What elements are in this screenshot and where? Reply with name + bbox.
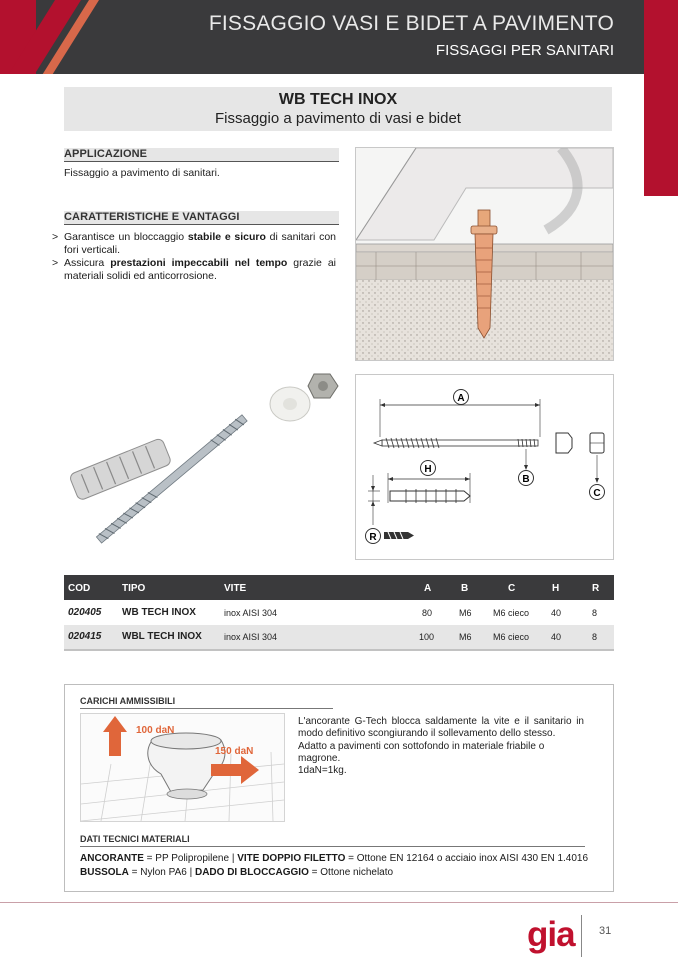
col-header-r: R	[592, 583, 600, 594]
cell-r: 8	[592, 608, 598, 618]
product-name: WB TECH INOX	[278, 91, 398, 108]
cell-b: M6	[459, 608, 472, 618]
product-description: Fissaggio a pavimento di vasi e bidet	[215, 110, 461, 127]
installation-drawing	[356, 148, 613, 360]
feature-bold: stabile e sicuro	[187, 231, 266, 243]
col-header-c: C	[508, 583, 516, 594]
horizontal-load-label: 150 daN	[215, 746, 254, 757]
page-header	[0, 0, 678, 74]
cell-vite: inox AISI 304	[224, 632, 278, 642]
cell-c: M6 cieco	[493, 632, 530, 642]
col-header-tipo: TIPO	[122, 583, 146, 594]
footer-divider	[0, 902, 678, 903]
feature-bold: prestazioni impeccabili nel tempo	[110, 257, 288, 269]
anchor-drawing	[390, 489, 470, 503]
cell-h: 40	[551, 632, 562, 642]
application-heading: APPLICAZIONE	[64, 148, 339, 162]
loads-description	[298, 716, 584, 777]
feature-item	[52, 231, 338, 257]
bullet-marker: >	[52, 231, 59, 243]
cell-a: 100	[419, 632, 435, 642]
loads-text-3: 1daN=1kg.	[298, 765, 347, 777]
cell-tipo: WB TECH INOX	[122, 607, 196, 618]
loads-heading: CARICHI AMMISSIBILI	[80, 696, 333, 709]
vertical-load-label: 100 daN	[136, 725, 175, 736]
material-label: BUSSOLA	[80, 867, 129, 878]
material-label: VITE DOPPIO FILETTO	[237, 853, 346, 864]
application-text: Fissaggio a pavimento di sanitari.	[64, 167, 220, 179]
col-header-b: B	[461, 583, 469, 594]
materials-line-2	[80, 866, 393, 879]
label-r: R	[369, 532, 377, 543]
dimension-drawing	[356, 375, 613, 559]
loads-text-1: L'ancorante G-Tech blocca saldamente la vite e il sanitario in modo definitivo scongiurando il sollevamento dello stesso.	[298, 716, 584, 740]
product-components-drawing	[64, 368, 344, 558]
label-h: H	[424, 464, 432, 475]
feature-item	[52, 257, 338, 283]
footer-separator	[581, 915, 582, 957]
feature-text: di sanitari con fori verticali.	[64, 231, 337, 256]
loads-text-2: Adatto a pavimenti con sottofondo in materiale friabile o magrone.	[298, 740, 545, 764]
col-header-a: A	[424, 583, 432, 594]
label-c: C	[593, 488, 601, 499]
installation-illustration	[355, 147, 614, 361]
col-header-h: H	[552, 583, 560, 594]
feature-text: Garantisce un bloccaggio	[64, 231, 188, 243]
col-header-cod: COD	[68, 583, 91, 594]
label-a: A	[457, 393, 465, 404]
header-subtitle: FISSAGGI PER SANITARI	[435, 42, 614, 59]
col-header-vite: VITE	[224, 583, 247, 594]
materials-line-1	[80, 852, 588, 865]
cell-r: 8	[592, 632, 598, 642]
cell-tipo: WBL TECH INOX	[122, 631, 202, 642]
cell-c: M6 cieco	[493, 608, 530, 618]
header-title: FISSAGGIO VASI E BIDET A PAVIMENTO	[208, 12, 614, 35]
cap-drawing	[556, 433, 572, 453]
cell-vite: inox AISI 304	[224, 608, 278, 618]
screw-drawing	[374, 438, 538, 448]
bidet-load-drawing	[81, 714, 284, 821]
table-header	[64, 575, 614, 600]
drill-bit-drawing	[384, 532, 414, 539]
material-value: = PP Polipropilene	[143, 853, 230, 864]
bullet-marker: >	[52, 257, 59, 269]
product-title-box	[64, 87, 612, 131]
loads-illustration	[80, 713, 285, 822]
cell-b: M6	[459, 632, 472, 642]
product-photo	[64, 368, 344, 558]
features-heading: CARATTERISTICHE E VANTAGGI	[64, 211, 339, 225]
page-number: 31	[599, 925, 612, 937]
materials-heading: DATI TECNICI MATERIALI	[80, 834, 585, 847]
material-label: ANCORANTE	[80, 853, 144, 864]
material-separator: |	[186, 867, 195, 878]
vertical-load-arrow	[103, 716, 127, 756]
feature-text: Assicura	[64, 257, 111, 269]
label-b: B	[522, 474, 530, 485]
material-value: = Ottone nichelato	[308, 867, 394, 878]
feature-text: grazie ai materiali solidi ed anticorrosione.	[64, 257, 337, 282]
cell-h: 40	[551, 608, 562, 618]
side-red-tab	[644, 0, 678, 196]
cell-cod: 020405	[68, 607, 102, 618]
cell-a: 80	[422, 608, 433, 618]
cell-cod: 020415	[68, 631, 102, 642]
material-separator: |	[229, 853, 238, 864]
material-value: = Nylon PA6	[128, 867, 187, 878]
material-label: DADO DI BLOCCAGGIO	[194, 867, 309, 878]
material-value: = Ottone EN 12164 o acciaio inox AISI 430 EN 1.4016	[345, 853, 589, 864]
brand-logo: gia	[527, 915, 575, 954]
technical-diagram	[355, 374, 614, 560]
